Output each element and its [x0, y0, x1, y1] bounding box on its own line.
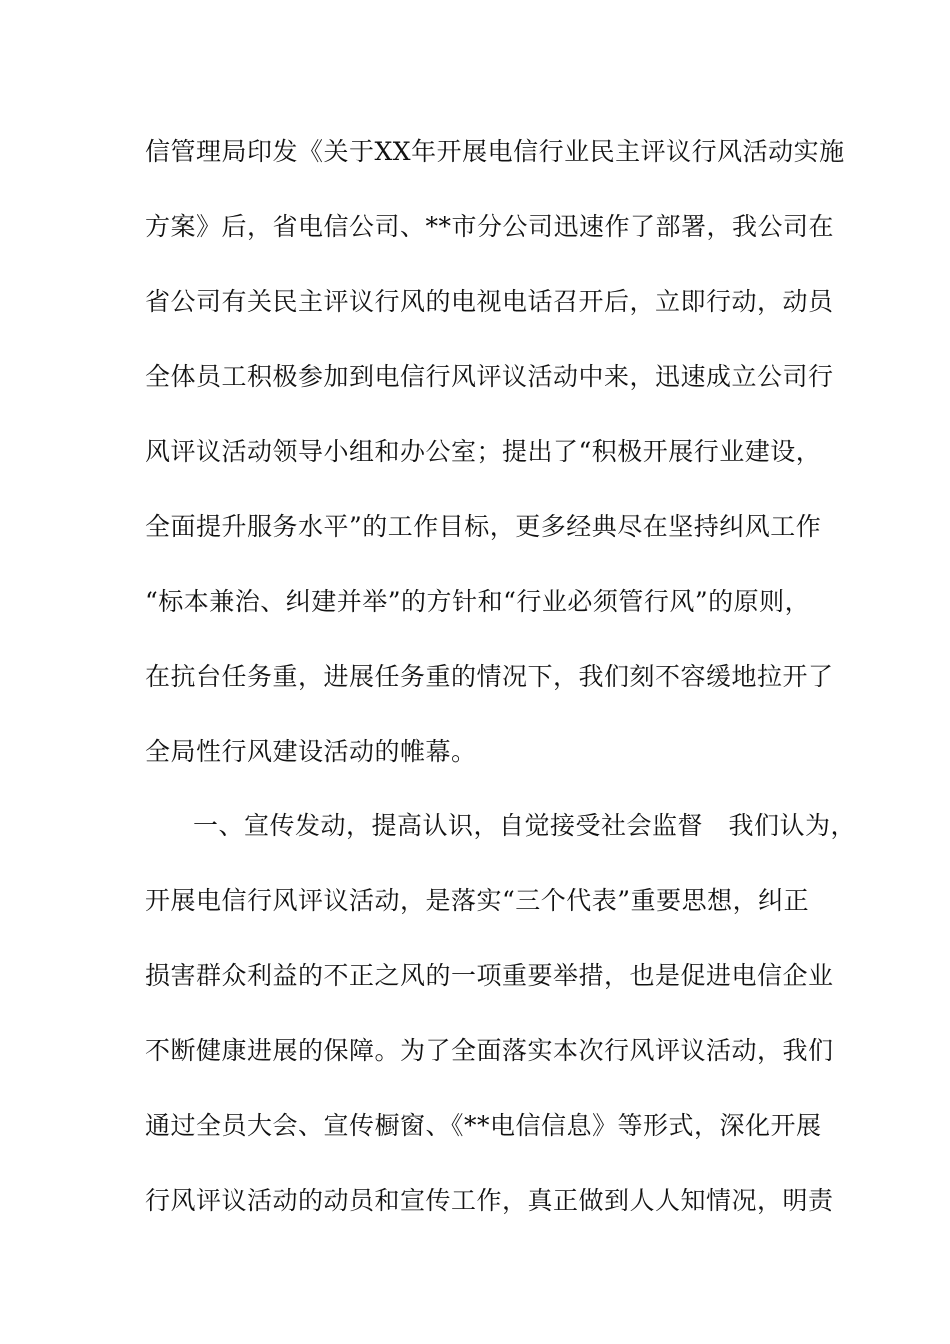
paragraph-line: “标本兼治、纠建并举”的方针和“行业必须管行风”的原则， [145, 587, 811, 616]
paragraph-line: 全体员工积极参加到电信行风评议活动中来，迅速成立公司行 [145, 362, 834, 391]
paragraph-line: 信管理局印发《关于XX年开展电信行业民主评议行风活动实施 [145, 137, 845, 166]
section-heading-line: 一、宣传发动，提高认识，自觉接受社会监督 我们认为， [193, 811, 857, 840]
paragraph-line: 不断健康进展的保障。为了全面落实本次行风评议活动，我们 [145, 1036, 834, 1065]
paragraph-line: 风评议活动领导小组和办公室；提出了“积极开展行业建设， [145, 437, 822, 466]
paragraph-line: 通过全员大会、宣传橱窗、《**电信信息》等形式，深化开展 [145, 1111, 822, 1140]
paragraph-line: 方案》后，省电信公司、**市分公司迅速作了部署，我公司在 [145, 212, 835, 241]
paragraph-line: 全局性行风建设活动的帷幕。 [145, 737, 477, 766]
paragraph-line: 省公司有关民主评议行风的电视电话召开后，立即行动，动员 [145, 287, 834, 316]
paragraph-line: 损害群众利益的不正之风的一项重要举措，也是促进电信企业 [145, 961, 834, 990]
paragraph-line: 在抗台任务重，进展任务重的情况下，我们刻不容缓地拉开了 [145, 662, 834, 691]
paragraph-line: 行风评议活动的动员和宣传工作，真正做到人人知情况，明责 [145, 1186, 834, 1215]
paragraph-line: 开展电信行风评议活动，是落实“三个代表”重要思想，纠正 [145, 886, 810, 915]
paragraph-line: 全面提升服务水平”的工作目标，更多经典尽在坚持纠风工作 [145, 512, 822, 541]
